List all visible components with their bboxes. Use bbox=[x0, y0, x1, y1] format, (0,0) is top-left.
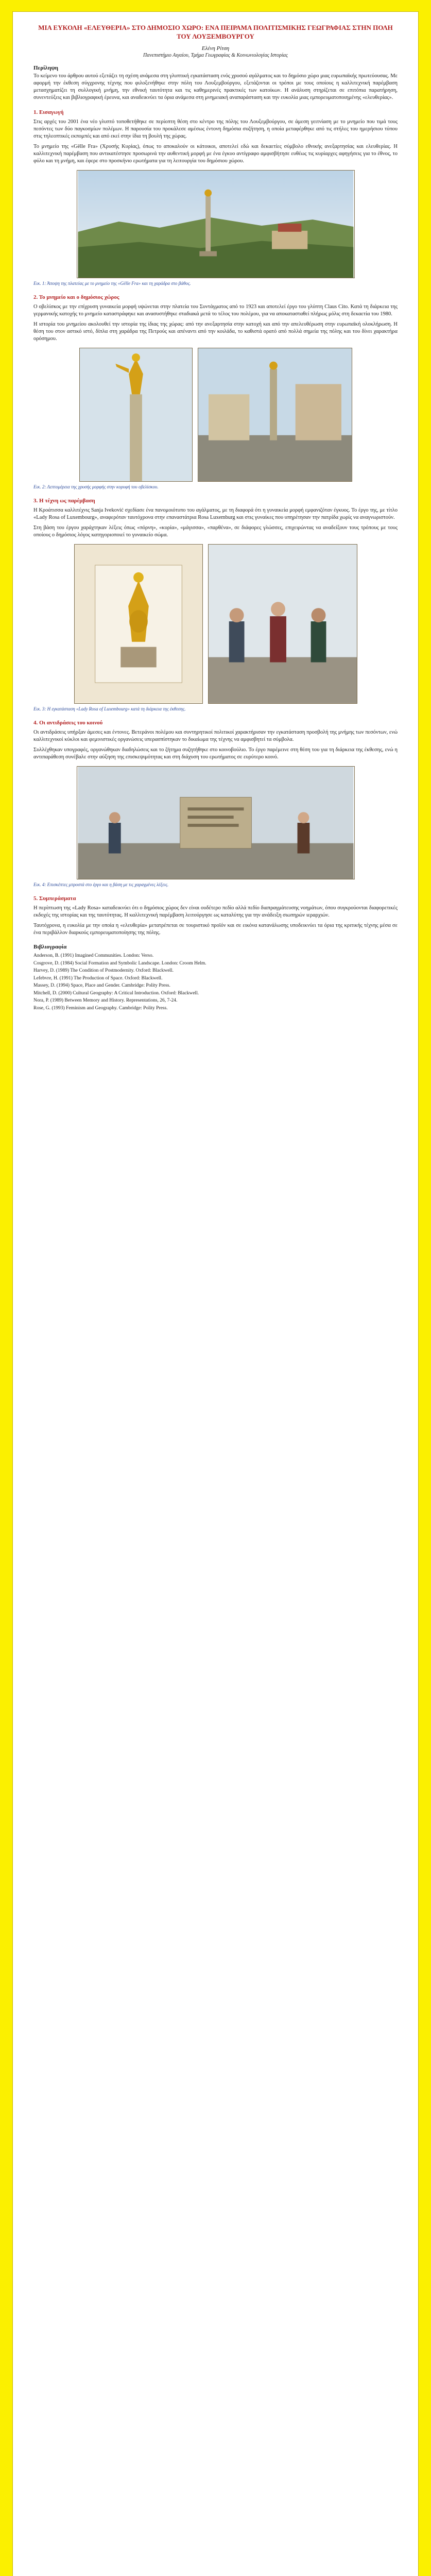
reference-item: Massey, D. (1994) Space, Place and Gender. Cambridge: Polity Press. bbox=[33, 983, 170, 988]
figure-3 bbox=[33, 544, 398, 712]
author-affiliation: Πανεπιστήμιο Αιγαίου, Τμήμα Γεωγραφίας & Κοινωνιολογίας Ιστορίας bbox=[143, 53, 288, 58]
article-title: ΜΙΑ ΕΥΚΟΛΗ «ΕΛΕΥΘΕΡΙΑ» ΣΤΟ ΔΗΜΟΣΙΟ ΧΩΡΟ: ΕΝΑ ΠΕΙΡΑΜΑ ΠΟΛΙΤΙΣΜΙΚΗΣ ΓΕΩΓΡΑΦΙΑΣ ΣΤΗΝ ΠΟΛΗ ΤΟΥ ΛΟΥΞΕΜΒΟΥΡΓΟΥ bbox=[38, 24, 393, 40]
section-heading: 1. Εισαγωγή bbox=[33, 109, 64, 115]
installation-photo bbox=[74, 544, 203, 704]
reference-item: Lefebvre, H. (1991) The Production of Space. Oxford: Blackwell. bbox=[33, 975, 163, 981]
reference-item: Mitchell, D. (2000) Cultural Geography: A Critical Introduction. Oxford: Blackwell. bbox=[33, 990, 199, 996]
reference-item: Rose, G. (1993) Feminism and Geography. Cambridge: Polity Press. bbox=[33, 1005, 168, 1011]
paragraph: Το μνημείο της «Gëlle Fra» (Χρυσής Κυρίας), όπως το αποκαλούν οι κάτοικοι, αποτελεί εδώ και δεκαετίες σύμβολο εθνικής ανεξαρτησίας και ελευθερίας. Η καλλιτεχνική παρέμβαση που αντικατέστησε προσωρινά την αυθεντική μορφή με ένα έγκυο αντίγραφο αμφισβήτησε ευθέως τις κυρίαρχες αφηγήσεις για το έθνος, το φύλο και τη μνήμη, και έφερε στο προσκήνιο ερωτήματα για τη λειτουργία του δημόσιου χώρου. bbox=[33, 144, 398, 164]
reference-item: Cosgrove, D. (1984) Social Formation and Symbolic Landscape. London: Croom Helm. bbox=[33, 960, 206, 966]
paragraph: Στη βάση του έργου χαράχτηκαν λέξεις όπως «πόρνη», «κυρία», «μάγισσα», «παρθένα», σε διάφορες γλώσσες, επιχειρώντας να αναδείξουν τους τρόπους με τους οποίους ο δημόσιος λόγος κατηγοριοποιεί το γυναικείο σώμα. bbox=[33, 525, 398, 538]
article-page bbox=[12, 11, 419, 2576]
references bbox=[33, 944, 398, 1011]
reference-item: Nora, P. (1989) Between Memory and History. Representations, 26, 7-24. bbox=[33, 998, 178, 1003]
section-heading: 3. Η τέχνη ως παρέμβαση bbox=[33, 498, 95, 504]
section-heading: 2. Το μνημείο και ο δημόσιος χώρος bbox=[33, 294, 119, 300]
reference-item: Anderson, B. (1991) Imagined Communities. London: Verso. bbox=[33, 953, 154, 958]
paragraph: Η Κροάτισσα καλλιτέχνις Sanja Iveković σχεδίασε ένα πανομοιότυπο του αγάλματος, με τη διαφορά ότι η γυναικεία μορφή εμφανιζόταν έγκυος. Το έργο της, με τίτλο «Lady Rosa of Luxembourg», αναφερόταν ταυτόχρονα στην επαναστάτρια Rosa Luxemburg και στις γυναίκες που υπηρέτησαν την πατρίδα χωρίς να αναγνωριστούν. bbox=[33, 507, 398, 520]
section-heading: 4. Οι αντιδράσεις του κοινού bbox=[33, 720, 103, 726]
paragraph: Στις αρχές του 2001 ένα νέο γλυπτό τοποθετήθηκε σε περίοπτη θέση στο κέντρο της πόλης του Λουξεμβούργου, σε άμεση γειτνίαση με το μνημείο που τιμά τους πεσόντες των δύο παγκοσμίων πολέμων. Η παρουσία του προκάλεσε αμέσως έντονη δημόσια συζήτηση, η οποία μεταφέρθηκε από τις στήλες του ημερήσιου τύπου στις τηλεοπτικές εκπομπές και από εκεί στην ίδια τη βουλή της χώρας. bbox=[33, 119, 398, 139]
abstract-text: Το κείμενο του άρθρου αυτού εξετάζει τη σχέση ανάμεσα στη γλυπτική εγκατάσταση ενός χρυσού αγάλματος και το δημόσιο χώρο μιας ευρωπαϊκής πρωτεύουσας. Με αφορμή την έκθεση σύγχρονης τέχνης που φιλοξενήθηκε στην πόλη του Λουξεμβούργου, εξετάζονται οι τρόποι με τους οποίους η καλλιτεχνική παρέμβαση μετασχηματίζει τη συλλογική μνήμη, την εθνική ταυτότητα και τις καθημερινές πρακτικές των κατοίκων. Η ανάλυση στηρίζεται σε επιτόπια παρατήρηση, συνεντεύξεις και βιβλιογραφική έρευνα, και αναδεικνύει τα όρια ανάμεσα στη μνημειακή αναπαράσταση και την ευκολία μιας εμπορευματοποιημένης «ελευθερίας». bbox=[33, 73, 398, 100]
figure-2 bbox=[33, 348, 398, 490]
statue-photo bbox=[79, 348, 193, 482]
abstract-heading: Περίληψη bbox=[33, 65, 59, 71]
paragraph: Η περίπτωση της «Lady Rosa» καταδεικνύει ότι ο δημόσιος χώρος δεν είναι ουδέτερο πεδίο αλλά πεδίο διαπραγμάτευσης νοημάτων, όπου συγκρούονται διαφορετικές εκδοχές της ιστορίας και της ταυτότητας. Η καλλιτεχνική παρέμβαση λειτούργησε ως καταλύτης για την ανάδειξη σιωπηρών ιεραρχιών. bbox=[33, 905, 398, 918]
figure-caption: Εικ. 3: Η εγκατάσταση «Lady Rosa of Luxembourg» κατά τη διάρκεια της έκθεσης. bbox=[33, 706, 186, 711]
base-inscription-photo bbox=[77, 766, 355, 879]
paragraph: Συλλέχθηκαν υπογραφές, οργανώθηκαν διαδηλώσεις και το ζήτημα συζητήθηκε στο κοινοβούλιο. Το έργο παρέμεινε στη θέση του για τη διάρκεια της έκθεσης, ενώ η αντιπαράθεση συνέβαλε στην αύξηση της επισκεψιμότητας και στη διάχυση του ερωτήματος σε ευρύτερο κοινό. bbox=[33, 747, 398, 760]
references-heading: Βιβλιογραφία bbox=[33, 944, 67, 950]
landscape-photo bbox=[77, 170, 355, 278]
author-name: Ελένη Ρίτση bbox=[201, 45, 230, 52]
people-photo bbox=[208, 544, 357, 704]
paragraph: Οι αντιδράσεις υπήρξαν άμεσες και έντονες. Βετεράνοι πολέμου και συντηρητικοί πολιτικοί χαρακτήρισαν την εγκατάσταση προσβολή της μνήμης των πεσόντων, ενώ καλλιτεχνικοί κύκλοι και φεμινιστικές οργανώσεις υπερασπίστηκαν το δικαίωμα της τέχνης να αμφισβητεί τα σύμβολα. bbox=[33, 730, 398, 742]
paragraph: Η ιστορία του μνημείου ακολουθεί την ιστορία της ίδιας της χώρας: από την ανεξαρτησία στην κατοχή και από την απελευθέρωση στην ευρωπαϊκή ολοκλήρωση. Η θέση του στον αστικό ιστό, δίπλα στη χαράδρα της Πετρούς και απέναντι από την κοιλάδα, το καθιστά ορατό από πολλά σημεία της πόλης και του δίνει χαρακτήρα ορόσημου. bbox=[33, 321, 398, 342]
figure-caption: Εικ. 1: Άποψη της πλατείας με το μνημείο της «Gëlle Fra» και τη χαράδρα στο βάθος. bbox=[33, 281, 191, 286]
plaza-photo bbox=[198, 348, 352, 482]
figure-caption: Εικ. 2: Λεπτομέρεια της χρυσής μορφής στην κορυφή του οβελίσκου. bbox=[33, 484, 159, 489]
figure-caption: Εικ. 4: Επισκέπτες μπροστά στο έργο και η βάση με τις χαραγμένες λέξεις. bbox=[33, 882, 169, 887]
section-heading: 5. Συμπεράσματα bbox=[33, 895, 76, 902]
reference-item: Harvey, D. (1989) The Condition of Postmodernity. Oxford: Blackwell. bbox=[33, 968, 174, 973]
figure-4 bbox=[33, 766, 398, 888]
paragraph: Ο οβελίσκος με την επίχρυση γυναικεία μορφή υψώνεται στην πλατεία του Συντάγματος από το 1923 και αποτελεί έργο του γλύπτη Claus Cito. Κατά τη διάρκεια της γερμανικής κατοχής το μνημείο καταστράφηκε και ανασυστήθηκε σταδιακά μετά το τέλος του πολέμου, για να αποκατασταθεί πλήρως μόλις στη δεκαετία του 1980. bbox=[33, 304, 398, 317]
figure-1 bbox=[33, 170, 398, 286]
paragraph: Ταυτόχρονα, η ευκολία με την οποία η «ελευθερία» μετατρέπεται σε τουριστικό προϊόν και σε εικόνα κατανάλωσης υποδεικνύει τα όρια της κριτικής τέχνης μέσα σε ένα περιβάλλον διαρκούς εμπορευματοποίησης της πόλης. bbox=[33, 923, 398, 936]
